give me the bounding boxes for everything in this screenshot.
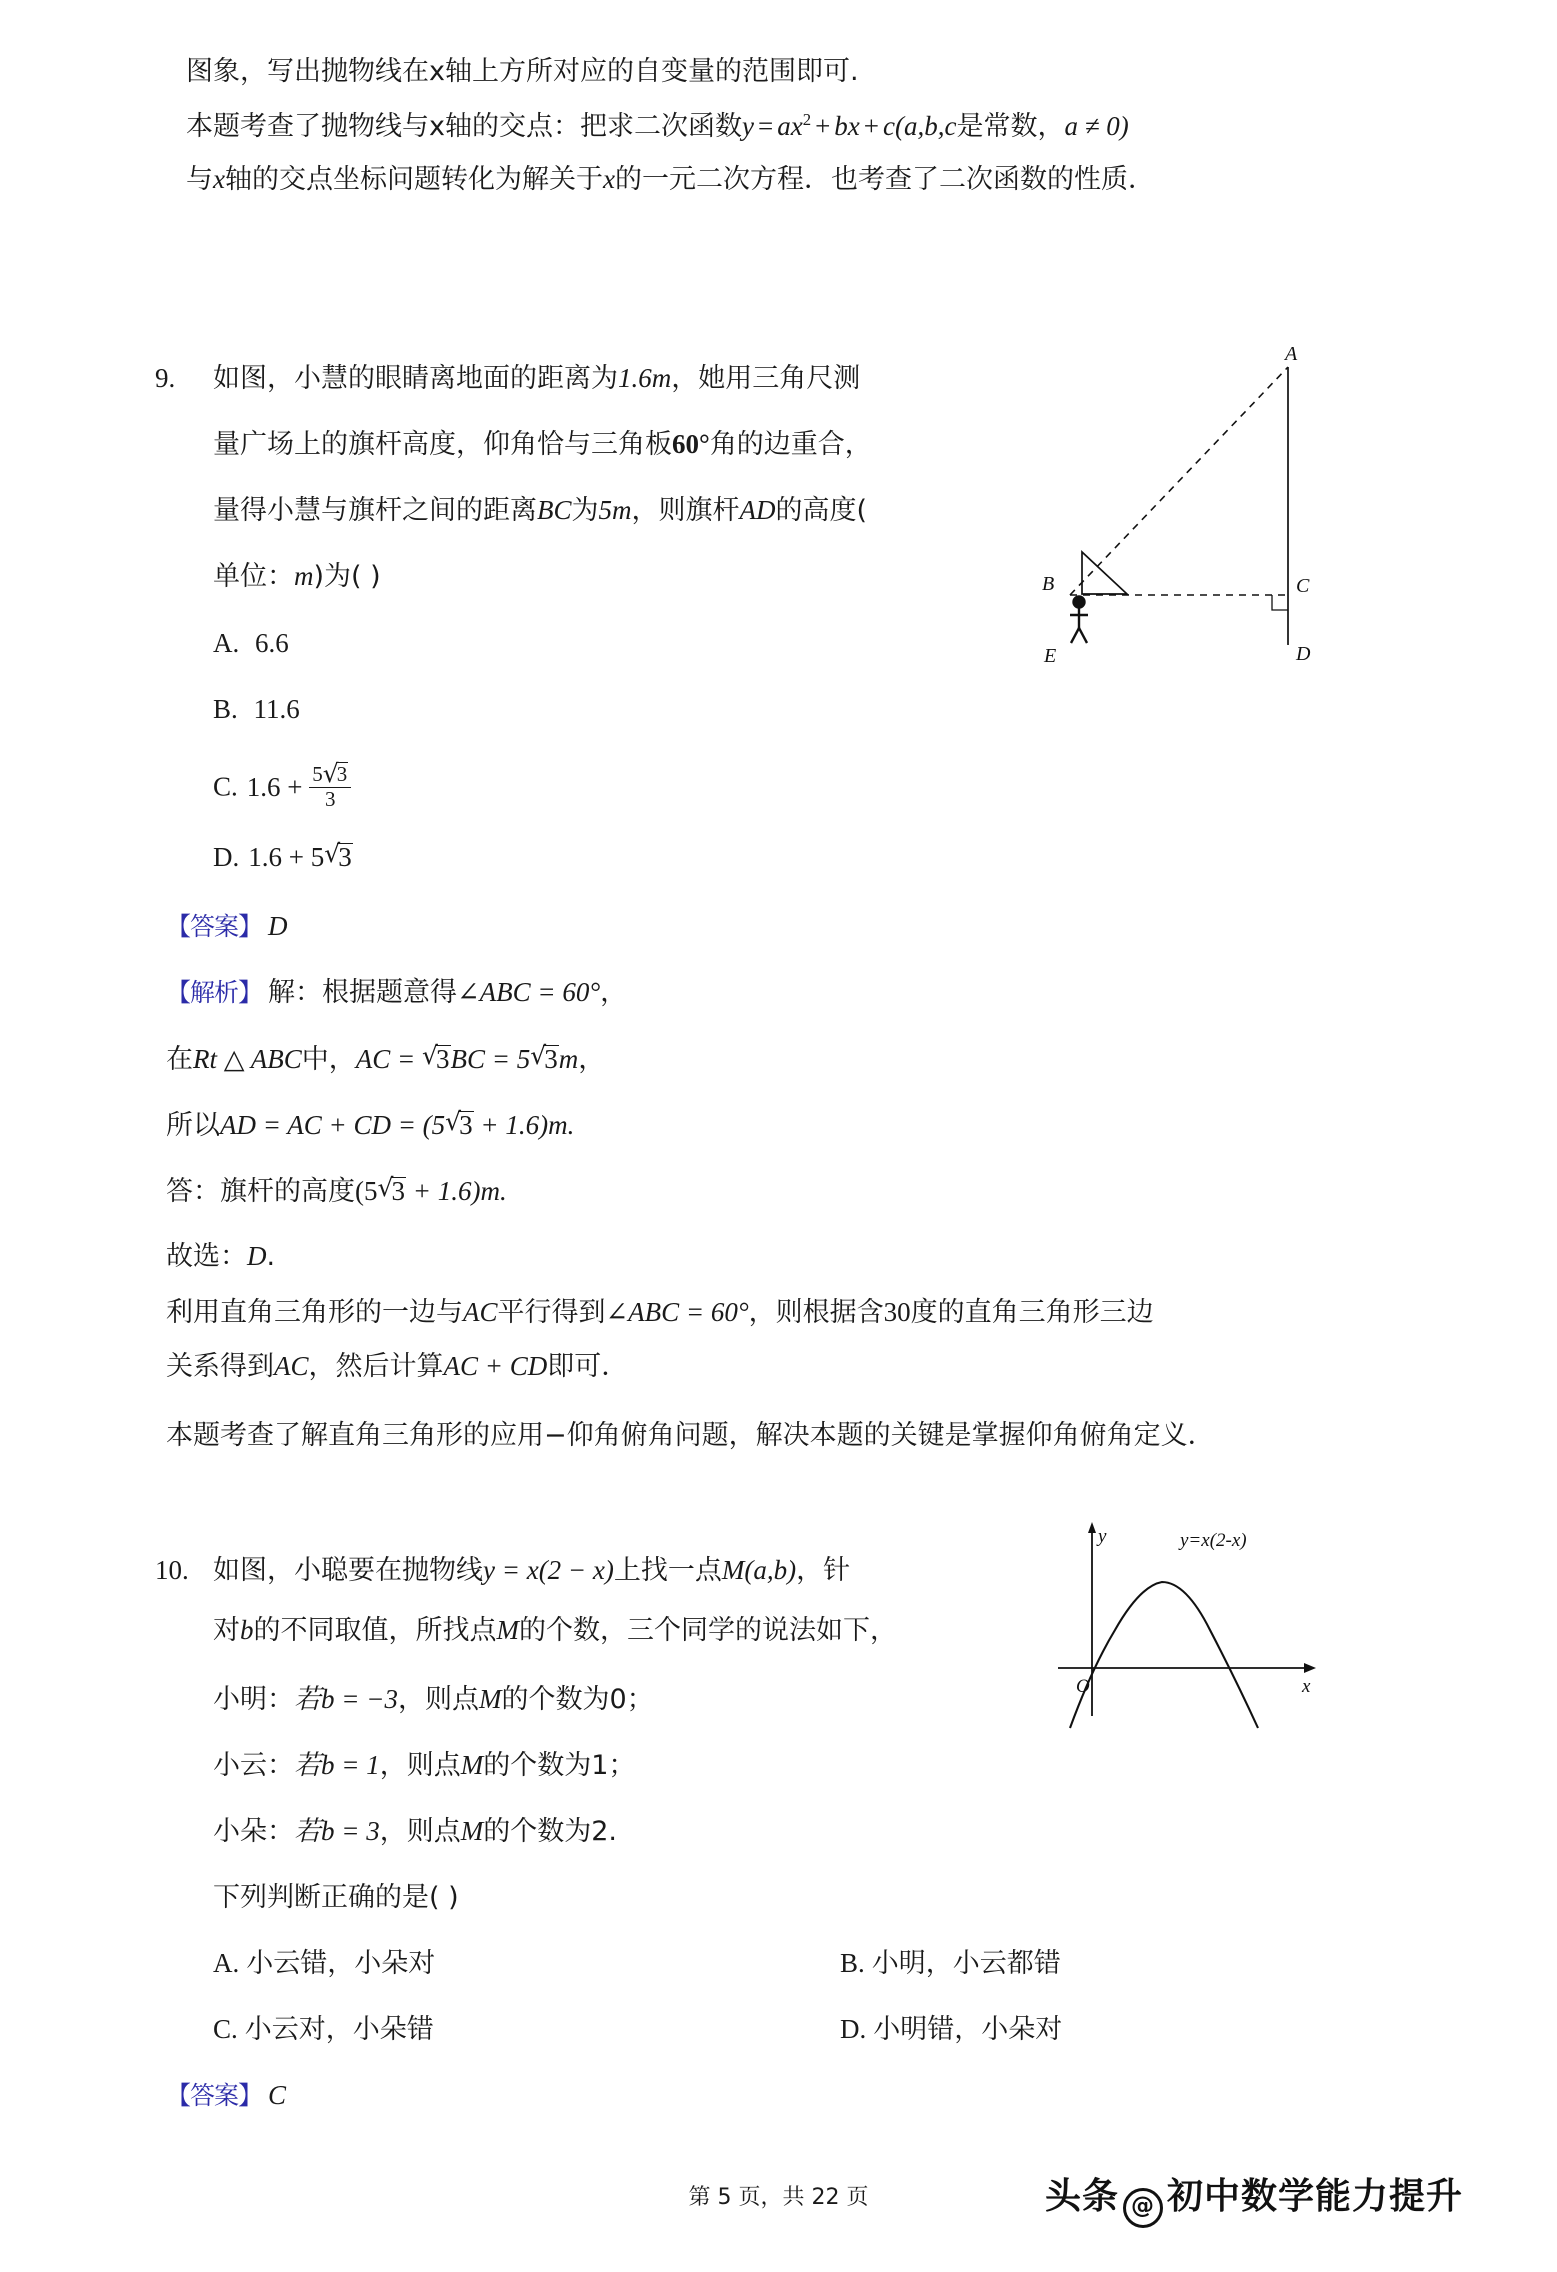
formula-bx: bx	[834, 111, 860, 141]
q9-option-c-fraction	[309, 762, 351, 811]
q10-answer-row	[166, 2082, 286, 2109]
q10-student-2-mid: ，则点	[379, 1750, 461, 1781]
q9-option-c-label: C.	[213, 771, 238, 802]
q10-option-d-text: 小明错，小朵对	[873, 2014, 1063, 2045]
q9-note2-a: 关系得到	[166, 1351, 274, 1382]
q9-angle-value: 60°	[672, 429, 710, 459]
question-10-number	[155, 1557, 189, 1584]
q9-note1-deg: 30	[883, 1297, 911, 1327]
footer-page-number: 第 5 页，共 22 页	[688, 2185, 869, 2210]
q10-student-1-cond: 若b = −3	[294, 1684, 398, 1714]
q9-option-b[interactable]	[213, 696, 300, 723]
intro-line-3-mid: 轴的交点坐标问题转化为解关于	[224, 164, 603, 195]
q9-sol2-eq1: AC =	[355, 1044, 422, 1074]
q10-student-2-m: M	[460, 1750, 484, 1780]
q9-l1-a: 如图，小慧的眼睛离地面的距离为	[213, 363, 618, 394]
q9-sol2-c: ，	[578, 1044, 606, 1075]
q10-l1-b: 上找一点	[613, 1555, 722, 1586]
question-10-number-text: 10.	[155, 1555, 189, 1585]
q9-option-c-value: 1.6 +	[246, 771, 310, 802]
q9-option-c[interactable]	[213, 762, 351, 811]
figure-flagpole-triangle	[1020, 340, 1350, 760]
q9-analysis-row	[166, 979, 627, 1006]
intro-line-3-pre: 与	[186, 164, 213, 195]
q9-option-a-value: 6.6	[255, 628, 289, 658]
sqrt-icon	[324, 843, 353, 871]
q9-answer-value: D	[268, 911, 288, 941]
q9-sol4-a: 答：旗杆的高度	[166, 1176, 355, 1207]
q9-sol5-a: 故选：	[166, 1241, 247, 1272]
question-9-body-line-4	[213, 563, 381, 590]
q10-option-c[interactable]	[213, 2016, 434, 2043]
figure-parabola-graph	[1040, 1520, 1340, 1735]
figure-y-axis-label: y	[1098, 1526, 1107, 1547]
q10-l2-b: 的不同取值，所找点	[253, 1615, 497, 1646]
q9-note-line-3	[166, 1422, 1215, 1449]
q9-sol-line-3	[166, 1111, 574, 1139]
q10-option-c-text: 小云对，小朵错	[244, 2014, 434, 2045]
q9-note1-d: 度的直角三角形三边	[910, 1297, 1154, 1328]
q9-note2-ac: AC	[274, 1351, 309, 1381]
q9-note1-c: ，则根据含	[748, 1297, 884, 1328]
q9-c-num-coeff: 5	[312, 762, 323, 786]
q10-option-b[interactable]	[840, 1950, 1061, 1977]
question-10-body-line-2	[213, 1617, 897, 1644]
question-9-body-line-3	[213, 497, 867, 524]
q9-l3-b: 为	[571, 495, 599, 526]
q9-sol4-eq2: + 1.6)m.	[406, 1176, 507, 1206]
q9-sol3-eq: AD = AC + CD = (5	[220, 1110, 446, 1140]
formula-condition: a ≠ 0)	[1064, 111, 1129, 141]
q10-option-d-label: D.	[840, 2014, 867, 2044]
watermark-account: 初中数学能力提升	[1167, 2176, 1464, 2217]
q10-option-a[interactable]	[213, 1950, 435, 1977]
q10-l1-a: 如图，小聪要在抛物线	[213, 1555, 483, 1586]
q9-note2-c: 即可．	[547, 1351, 629, 1382]
formula-c: c(a,b,c	[883, 111, 957, 141]
q10-answer-tag: 【答案】	[166, 2081, 263, 2110]
q9-option-d[interactable]	[213, 843, 353, 871]
intro-line-3	[186, 166, 1155, 193]
q9-segment-bc: BC	[537, 495, 572, 525]
q9-l1-b: ，她用三角尺测	[671, 363, 861, 394]
q10-l2-c: 的个数，三个同学的说法如下，	[519, 1615, 897, 1646]
q9-answer-row	[166, 913, 288, 940]
q9-sol1-a: 解：根据题意得	[268, 977, 458, 1008]
q10-student-3-m: M	[460, 1816, 484, 1846]
q9-l2-a: 量广场上的旗杆高度，仰角恰与三角板	[213, 429, 672, 460]
q9-sol-line-4	[166, 1177, 507, 1205]
q10-option-d[interactable]	[840, 2016, 1062, 2043]
formula-eq: =	[757, 111, 774, 141]
q9-l3-c: ，则旗杆	[631, 495, 740, 526]
q9-note-line-1	[166, 1299, 1154, 1326]
q10-student-1	[213, 1686, 654, 1713]
q10-student-1-tail: 的个数为0；	[501, 1684, 654, 1715]
at-icon: @	[1123, 2188, 1163, 2228]
intro-line-1-text: 图象，写出抛物线在x轴上方所对应的自变量的范围即可.	[186, 56, 859, 87]
q9-analysis-tag: 【解析】	[166, 978, 263, 1007]
q10-student-3	[213, 1818, 617, 1845]
sqrt-icon	[530, 1045, 559, 1073]
q10-student-1-mid: ，则点	[397, 1684, 479, 1715]
q10-student-2-name: 小云：	[213, 1750, 294, 1781]
q10-prompt	[213, 1884, 459, 1911]
q9-note-line-2	[166, 1353, 628, 1380]
q9-sol5-value: D	[247, 1241, 267, 1271]
q10-option-c-label: C.	[213, 2014, 238, 2044]
q10-option-a-text: 小云错，小朵对	[246, 1948, 436, 1979]
q10-parabola-equation: y = x(2 − x)	[483, 1555, 614, 1585]
q9-sol1-angle: ∠ABC = 60°	[457, 977, 601, 1007]
figure-label-D: D	[1296, 643, 1311, 665]
q10-student-2-cond: 若b = 1	[294, 1750, 380, 1780]
intro-line-2	[186, 112, 1129, 140]
formula-plus-1: +	[815, 111, 831, 141]
intro-line-3-x1: x	[213, 164, 225, 194]
formula-plus-2: +	[863, 111, 880, 141]
q9-option-a-label: A.	[213, 628, 240, 658]
sqrt-icon	[378, 1177, 407, 1205]
figure-curve-equation: y=x(2-x)	[1180, 1530, 1247, 1551]
q9-sol2-eq2: BC = 5	[450, 1044, 531, 1074]
q9-sol-line-2	[166, 1045, 605, 1073]
q9-note1-ac: AC	[463, 1297, 498, 1327]
q9-sol3-a: 所以	[166, 1110, 220, 1141]
q10-option-b-text: 小明，小云都错	[871, 1948, 1061, 1979]
q9-note2-expr: AC + CD	[443, 1351, 548, 1381]
intro-line-2-post: 是常数，	[956, 111, 1065, 142]
q9-option-d-value: 1.6 + 5	[248, 842, 325, 872]
q9-note1-angle: ∠ABC = 60°	[605, 1297, 749, 1327]
figure-label-E: E	[1044, 645, 1057, 667]
q9-l3-a: 量得小慧与旗杆之间的距离	[213, 495, 537, 526]
figure-label-B: B	[1042, 573, 1055, 595]
q10-option-a-label: A.	[213, 1948, 240, 1978]
q9-l3-d: 的高度(	[775, 495, 868, 526]
q9-sol1-b: ，	[600, 977, 628, 1008]
q10-point-m: M(a,b)	[721, 1555, 797, 1585]
q9-segment-ad: AD	[739, 495, 776, 525]
q10-student-1-name: 小明：	[213, 1684, 294, 1715]
intro-line-1	[186, 58, 859, 85]
q9-sol3-root: 3	[459, 1110, 473, 1140]
q10-l2-a: 对	[213, 1615, 240, 1646]
q10-student-1-m: M	[478, 1684, 502, 1714]
q9-sol2-rt: Rt △ ABC	[193, 1044, 302, 1074]
figure-origin-label: O	[1076, 1676, 1090, 1697]
question-9-body-line-1	[213, 365, 860, 392]
q9-option-b-value: 11.6	[253, 694, 300, 724]
q9-c-denominator: 3	[309, 787, 351, 812]
q10-student-3-mid: ，则点	[379, 1816, 461, 1847]
q9-sol4-eq: (5	[355, 1176, 378, 1206]
q9-l2-b: 角的边重合，	[709, 429, 872, 460]
sqrt-icon	[445, 1111, 474, 1139]
q9-sol2-b: 中，	[301, 1044, 356, 1075]
q9-option-a[interactable]	[213, 630, 289, 657]
q9-sol2-root2: 3	[544, 1044, 558, 1074]
q9-note3-text: 本题考查了解直角三角形的应用−仰角俯角问题，解决本题的关键是掌握仰角俯角定义．	[166, 1420, 1215, 1451]
q10-student-3-cond: 若b = 3	[294, 1816, 380, 1846]
sqrt-icon	[323, 762, 349, 787]
q9-sol2-a: 在	[166, 1044, 193, 1075]
q10-student-3-tail: 的个数为2.	[483, 1816, 617, 1847]
q9-bc-value: 5m	[598, 495, 632, 525]
intro-line-3-x2: x	[602, 164, 615, 194]
q9-sol2-root: 3	[436, 1044, 450, 1074]
intro-line-3-post: 的一元二次方程．也考查了二次函数的性质．	[614, 164, 1155, 195]
q9-option-b-label: B.	[213, 694, 238, 724]
formula-y: y	[741, 111, 754, 141]
q9-unit-m: m	[294, 561, 314, 591]
q10-student-2-tail: 的个数为1；	[483, 1750, 636, 1781]
q10-student-2	[213, 1752, 635, 1779]
q10-prompt-text: 下列判断正确的是( )	[213, 1882, 459, 1913]
q9-note1-b: 平行得到	[497, 1297, 606, 1328]
q10-l2-b-var: b	[240, 1615, 254, 1645]
q9-note2-b: ，然后计算	[308, 1351, 444, 1382]
q9-sol2-unit: m	[558, 1044, 579, 1074]
q10-l1-c: ，针	[796, 1555, 851, 1586]
intro-line-2-pre: 本题考查了抛物线与x轴的交点：把求二次函数	[186, 111, 742, 142]
watermark	[1045, 2168, 1463, 2228]
q9-option-d-label: D.	[213, 842, 240, 872]
q9-sol-line-5	[166, 1243, 275, 1270]
q10-option-b-label: B.	[840, 1948, 865, 1978]
question-9-number-text: 9.	[155, 363, 176, 393]
q10-student-3-name: 小朵：	[213, 1816, 294, 1847]
q9-l4-b: )为( )	[313, 561, 381, 592]
q10-answer-value: C	[268, 2080, 287, 2110]
q9-sol5-end: .	[266, 1241, 276, 1272]
q9-height-value: 1.6m	[618, 363, 672, 393]
question-9-body-line-2	[213, 431, 872, 458]
q9-c-num-root: 3	[336, 762, 348, 786]
sqrt-icon	[422, 1045, 451, 1073]
q9-sol3-eq2: + 1.6)m.	[473, 1110, 575, 1140]
question-10-body-line-1	[213, 1557, 850, 1584]
figure-label-A: A	[1285, 343, 1298, 365]
q9-note1-a: 利用直角三角形的一边与	[166, 1297, 463, 1328]
q9-answer-tag: 【答案】	[166, 912, 263, 941]
q10-l2-m: M	[496, 1615, 519, 1645]
figure-x-axis-label: x	[1302, 1676, 1311, 1697]
formula-ax: ax	[777, 111, 803, 141]
q9-sol4-root: 3	[391, 1176, 405, 1206]
watermark-prefix: 头条	[1045, 2176, 1120, 2217]
figure-label-C: C	[1296, 575, 1310, 597]
q9-l4-a: 单位：	[213, 561, 294, 592]
formula-exponent: 2	[802, 110, 812, 129]
question-9-number	[155, 365, 175, 392]
q9-d-root: 3	[338, 842, 352, 872]
